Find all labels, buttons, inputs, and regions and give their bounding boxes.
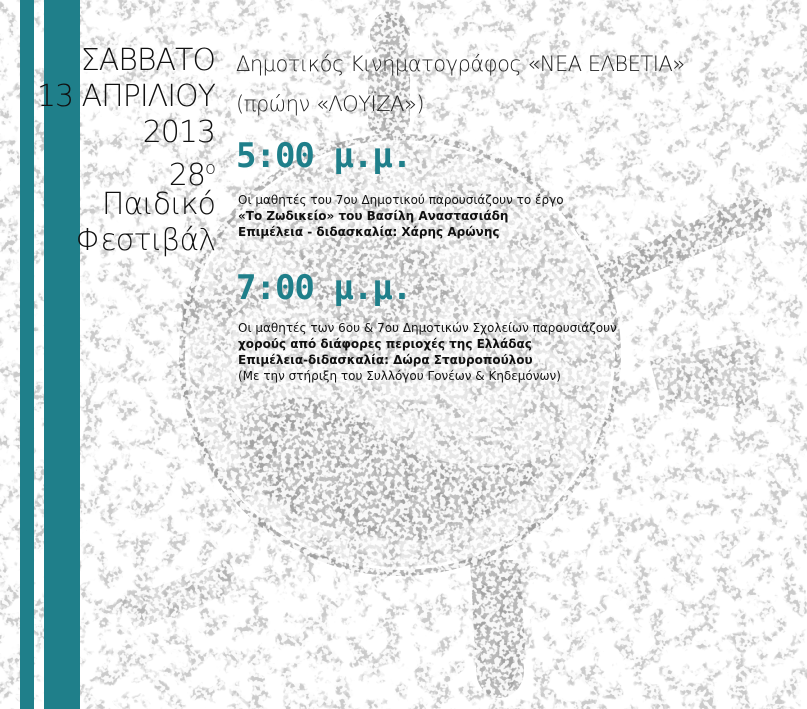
event-2-time: 7:00 μ.μ.: [236, 268, 412, 308]
event-2-description: [238, 320, 617, 384]
date-weekday: ΣΑΒΒΑΤΟ: [80, 43, 215, 78]
event-2-line: Επιμέλεια-διδασκαλία: Δώρα Σταυροπούλου: [238, 353, 533, 367]
event-1-description: [238, 192, 564, 240]
edition-suffix: ο: [204, 158, 215, 179]
festival-line-2: Φεστιβάλ: [75, 223, 215, 258]
event-2-line: Οι μαθητές των 6ου & 7ου Δημοτικών Σχολείων παρουσιάζουν: [238, 321, 617, 335]
left-accent-stripe-thin: [20, 0, 34, 709]
date-year: 2013: [142, 115, 215, 150]
venue-name: Δημοτικός Κινηματογράφος «ΝΕΑ ΕΛΒΕΤΙΑ»: [236, 52, 685, 76]
edition-number: 28: [168, 158, 205, 193]
venue-former-name: (πρώην «ΛΟΥΪΖΑ»): [236, 92, 425, 116]
event-1-line: Επιμέλεια - διδασκαλία: Χάρης Αρώνης: [238, 225, 500, 239]
event-1-time: 5:00 μ.μ.: [236, 136, 412, 176]
event-2-line: (Με την στήριξη του Συλλόγου Γονέων & Κηδεμόνων): [238, 369, 561, 383]
event-1-line: Οι μαθητές του 7ου Δημοτικού παρουσιάζουν το έργο: [238, 193, 564, 207]
date-day-month: 13 ΑΠΡΙΛΙΟΥ: [36, 79, 215, 114]
festival-line-1: Παιδικό: [101, 187, 215, 222]
event-1-line: «Το Ζωδικείο» του Βασίλη Αναστασιάδη: [238, 209, 509, 223]
event-2-line: χορούς από διάφορες περιοχές της Ελλάδας: [238, 337, 532, 351]
